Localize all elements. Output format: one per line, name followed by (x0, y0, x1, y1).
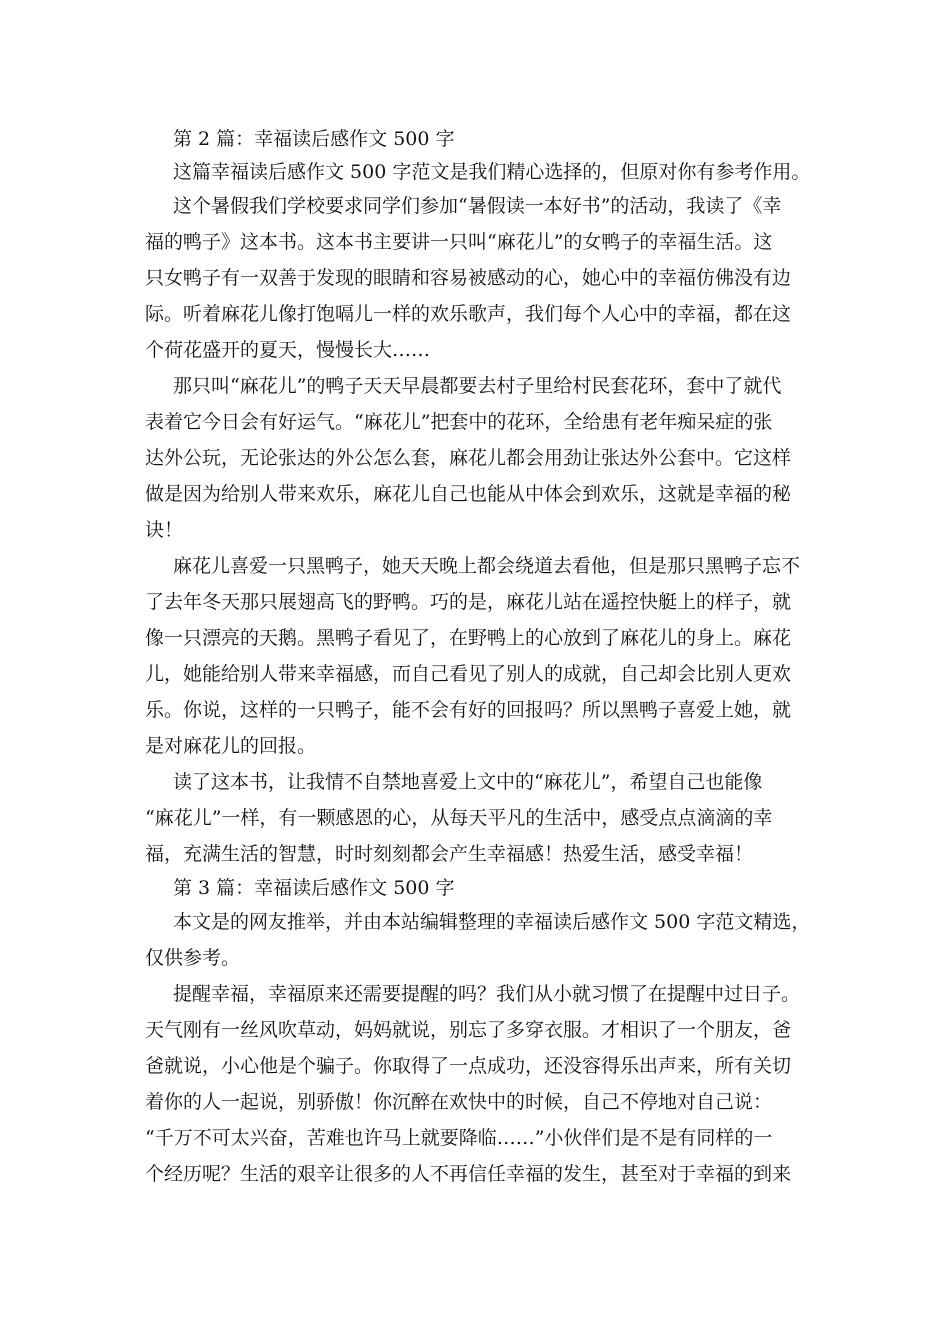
paragraph-line: “麻花儿”一样，有一颗感恩的心，从每天平凡的生活中，感受点点滴滴的幸 (145, 807, 773, 829)
paragraph-line: “千万不可太兴奋，苦难也许马上就要降临……”小伙伴们是不是有同样的一 (145, 1127, 773, 1149)
paragraph-line: 表着它今日会有好运气。“麻花儿”把套中的花环，全给患有老年痴呆症的张 (145, 411, 773, 433)
paragraph-line: 个经历呢？生活的艰辛让很多的人不再信任幸福的发生，甚至对于幸福的到来 (145, 1163, 792, 1185)
paragraph-line: 际。听着麻花儿像打饱嗝儿一样的欢乐歌声，我们每个人心中的幸福，都在这 (145, 303, 792, 325)
paragraph-line: 读了这本书，让我情不自禁地喜爱上文中的“麻花儿”，希望自己也能像 (173, 771, 763, 793)
paragraph-line: 是对麻花儿的回报。 (145, 735, 317, 757)
paragraph-line: 做是因为给别人带来欢乐，麻花儿自己也能从中体会到欢乐，这就是幸福的秘 (145, 483, 792, 505)
paragraph-line: 福的鸭子》这本书。这本书主要讲一只叫“麻花儿”的女鸭子的幸福生活。这 (145, 231, 773, 253)
paragraph-line: 只女鸭子有一双善于发现的眼睛和容易被感动的心，她心中的幸福仿佛没有边 (145, 267, 792, 289)
paragraph-line: 这篇幸福读后感作文 500 字范文是我们精心选择的，但原对你有参考作用。 (173, 161, 811, 183)
paragraph-line: 诀！ (145, 519, 184, 541)
paragraph-line: 爸就说，小心他是个骗子。你取得了一点成功，还没容得乐出声来，所有关切 (145, 1055, 792, 1077)
paragraph-line: 提醒幸福，幸福原来还需要提醒的吗？我们从小就习惯了在提醒中过日子。 (173, 983, 801, 1005)
paragraph-line: 福，充满生活的智慧，时时刻刻都会产生幸福感！热爱生活，感受幸福！ (145, 843, 754, 865)
paragraph-line: 本文是的网友推举，并由本站编辑整理的幸福读后感作文 500 字范文精选， (173, 911, 811, 933)
heading-article-3: 第 3 篇：幸福读后感作文 500 字 (173, 877, 455, 899)
paragraph-line: 着你的人一起说，别骄傲！你沉醉在欢快中的时候，自己不停地对自己说： (145, 1091, 773, 1113)
paragraph-line: 那只叫“麻花儿”的鸭子天天早晨都要去村子里给村民套花环，套中了就代 (173, 375, 782, 397)
paragraph-line: 乐。你说，这样的一只鸭子，能不会有好的回报吗？所以黑鸭子喜爱上她，就 (145, 699, 792, 721)
paragraph-line: 儿，她能给别人带来幸福感，而自己看见了别人的成就，自己却会比别人更欢 (145, 663, 792, 685)
paragraph-line: 达外公玩，无论张达的外公怎么套，麻花儿都会用劲让张达外公套中。它这样 (145, 447, 792, 469)
paragraph-line: 这个暑假我们学校要求同学们参加“暑假读一本好书”的活动，我读了《幸 (173, 195, 782, 217)
paragraph-line: 天气刚有一丝风吹草动，妈妈就说，别忘了多穿衣服。才相识了一个朋友，爸 (145, 1019, 792, 1041)
paragraph-line: 仅供参考。 (145, 947, 241, 969)
paragraph-line: 了去年冬天那只展翅高飞的野鸭。巧的是，麻花儿站在遥控快艇上的样子，就 (145, 591, 792, 613)
paragraph-line: 麻花儿喜爱一只黑鸭子，她天天晚上都会绕道去看他，但是那只黑鸭子忘不 (173, 555, 801, 577)
paragraph-line: 个荷花盛开的夏天，慢慢长大…… (145, 339, 431, 361)
heading-article-2: 第 2 篇：幸福读后感作文 500 字 (173, 128, 455, 150)
paragraph-line: 像一只漂亮的天鹅。黑鸭子看见了，在野鸭上的心放到了麻花儿的身上。麻花 (145, 627, 792, 649)
